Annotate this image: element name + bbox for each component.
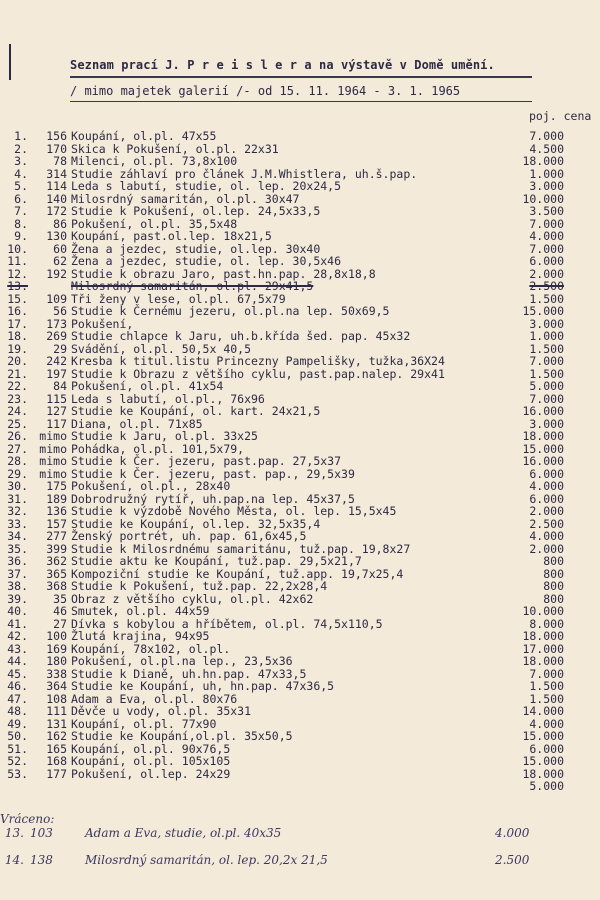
row-title: Studie chlapce k Jaru, uh.b.křída šed. pap. 45x32 <box>71 329 411 343</box>
document-title: Seznam prací J. P r e i s l e r a na výstavě v Domě umění. <box>70 58 495 72</box>
row-price: 3.000 <box>529 179 564 193</box>
table-row <box>0 230 600 243</box>
row-price: 3.500 <box>529 204 564 218</box>
row-title: Obraz z většího cyklu, ol.pl. 42x62 <box>71 591 314 606</box>
row-catalog-number: 365 <box>46 566 67 581</box>
handwritten-row-number: 13. <box>4 826 24 840</box>
row-title: Koupání, ol.pl. 90x76,5 <box>71 741 231 756</box>
row-catalog-number: 368 <box>46 579 67 593</box>
row-title: Leda s labutí, ol.pl., 76x96 <box>71 391 265 406</box>
document-subtitle: / mimo majetek galerií /- od 15. 11. 1964 - 3. 1. 1965 <box>70 84 461 98</box>
row-price: 2.000 <box>529 541 564 556</box>
row-price: 4.000 <box>529 479 564 493</box>
row-price: 800 <box>543 566 564 581</box>
row-price: 17.000 <box>522 641 564 656</box>
row-catalog-number: 197 <box>46 366 67 381</box>
table-row <box>0 705 600 718</box>
table-row <box>0 530 600 543</box>
row-title: Studie k Milosrdnému samaritánu, tuž.pap. 19,8x27 <box>71 541 411 556</box>
row-title: Studie aktu ke Koupání, tuž.pap. 29,5x21,7 <box>71 554 362 568</box>
row-price: 4.000 <box>529 229 564 243</box>
subtitle-underline <box>70 101 532 102</box>
row-price: 2.000 <box>529 504 564 518</box>
row-title: Koupání, 78x102, ol.pl. <box>71 641 231 656</box>
table-row <box>0 380 600 393</box>
row-title: Koupání, ol.pl. 105x105 <box>71 754 231 768</box>
row-price: 8.000 <box>529 616 564 631</box>
table-row <box>0 480 600 493</box>
row-price: 1.500 <box>529 291 564 306</box>
row-price: 2.000 <box>529 266 564 281</box>
row-price: 2.500 <box>529 516 564 531</box>
row-catalog-number: 168 <box>46 754 67 768</box>
row-title: Studie k výzdobě Nového Města, ol. lep. 15,5x45 <box>71 504 397 518</box>
row-number: 53. <box>7 766 28 781</box>
row-catalog-number: 46 <box>53 604 67 618</box>
row-price: 18.000 <box>522 154 564 168</box>
handwritten-row-title: Milosrdný samaritán, ol. lep. 20,2x 21,5 <box>85 853 328 867</box>
row-price: 7.000 <box>529 354 564 368</box>
row-number: 44. <box>7 654 28 668</box>
row-catalog-number: 130 <box>46 229 67 243</box>
table-row <box>0 355 600 368</box>
row-catalog-number: 136 <box>46 504 67 518</box>
row-number: 18. <box>7 329 28 343</box>
row-title: Žlutá krajina, 94x95 <box>71 629 210 643</box>
row-number: 51. <box>7 741 28 756</box>
row-price: 3.000 <box>529 416 564 431</box>
handwritten-row-number: 14. <box>4 853 24 867</box>
row-title: Studie k Čer. jezeru, past. pap., 29,5x39 <box>71 466 355 481</box>
row-catalog-number: 131 <box>46 716 67 731</box>
table-row <box>0 730 600 743</box>
row-price: 18.000 <box>522 629 564 643</box>
table-row <box>0 755 600 768</box>
row-number: 29. <box>7 466 28 481</box>
row-price: 16.000 <box>522 404 564 418</box>
row-catalog-number: 269 <box>46 329 67 343</box>
row-title: Pokušení, ol.pl. 35,5x48 <box>71 216 238 231</box>
handwritten-row-price: 4.000 <box>495 826 530 840</box>
row-number: 34. <box>7 529 28 543</box>
row-price: 1.500 <box>529 691 564 706</box>
row-price: 18.000 <box>522 429 564 443</box>
row-catalog-number: 127 <box>46 404 67 418</box>
handwritten-returned-label: Vráceno: <box>0 812 55 826</box>
row-title: Kompoziční studie ke Koupání, tuž.app. 19,7x25,4 <box>71 566 404 581</box>
row-number: 8. <box>14 216 28 231</box>
row-catalog-number: 114 <box>46 179 67 193</box>
row-catalog-number: 192 <box>46 266 67 281</box>
row-catalog-number: 156 <box>46 129 67 143</box>
row-price: 7.000 <box>529 666 564 681</box>
row-title: Milenci, ol.pl. 73,8x100 <box>71 154 238 168</box>
row-catalog-number: 314 <box>46 166 67 181</box>
row-price: 5.000 <box>529 379 564 393</box>
row-price: 5.000 <box>529 779 564 793</box>
title-underline <box>70 76 532 78</box>
row-title: Pokušení, <box>71 316 134 331</box>
table-row <box>0 405 600 418</box>
row-catalog-number: 172 <box>46 204 67 218</box>
row-title: Ženský portrét, uh. pap. 61,6x45,5 <box>71 529 307 543</box>
row-number: 43. <box>7 641 28 656</box>
row-title: Studie k Pokušení, tuž.pap. 22,2x28,4 <box>71 579 328 593</box>
table-row <box>0 555 600 568</box>
row-number: 52. <box>7 754 28 768</box>
table-row <box>0 330 600 343</box>
row-catalog-number: mimo <box>39 454 67 468</box>
row-catalog-number: 117 <box>46 416 67 431</box>
row-title: Studie k Černému jezeru, ol.pl.na lep. 50x69,5 <box>71 304 390 318</box>
row-title: Koupání, ol.pl. 77x90 <box>71 716 217 731</box>
row-title: Skica k Pokušení, ol.pl. 22x31 <box>71 141 279 156</box>
row-price: 18.000 <box>522 766 564 781</box>
row-number: 25. <box>7 416 28 431</box>
row-price: 10.000 <box>522 604 564 618</box>
table-row <box>0 630 600 643</box>
row-number: 39. <box>7 591 28 606</box>
row-title: Adam a Eva, ol.pl. 80x76 <box>71 691 238 706</box>
row-title: Studie k Pokušení, ol.lep. 24,5x33,5 <box>71 204 321 218</box>
row-title: Studie k obrazu Jaro, past.hn.pap. 28,8x18,8 <box>71 266 376 281</box>
row-title: Studie k Čer. jezeru, past.pap. 27,5x37 <box>71 454 342 468</box>
row-catalog-number: 180 <box>46 654 67 668</box>
row-price: 7.000 <box>529 241 564 256</box>
row-price: 6.000 <box>529 491 564 506</box>
row-title: Tři ženy v lese, ol.pl. 67,5x79 <box>71 291 286 306</box>
table-row <box>0 205 600 218</box>
row-number: 23. <box>7 391 28 406</box>
row-title: Milosrdný samaritán, ol.pl. 29x41,5 <box>71 279 314 293</box>
row-title: Pokušení, ol.pl.na lep., 23,5x36 <box>71 654 293 668</box>
row-price: 4.000 <box>529 716 564 731</box>
row-number: 17. <box>7 316 28 331</box>
row-price: 4.500 <box>529 141 564 156</box>
row-title: Pokušení, ol.lep. 24x29 <box>71 766 231 781</box>
row-number: 41. <box>7 616 28 631</box>
row-number: 35. <box>7 541 28 556</box>
row-catalog-number: 100 <box>46 629 67 643</box>
row-title: Kresba k titul.listu Princezny Pampelišky, tužka,36X24 <box>71 354 445 368</box>
row-number: 31. <box>7 491 28 506</box>
row-title: Studie k Jaru, ol.pl. 33x25 <box>71 429 258 443</box>
row-catalog-number: 78 <box>53 154 67 168</box>
row-catalog-number: 108 <box>46 691 67 706</box>
row-price: 18.000 <box>522 654 564 668</box>
row-number: 45. <box>7 666 28 681</box>
row-price: 6.000 <box>529 254 564 268</box>
row-catalog-number: 109 <box>46 291 67 306</box>
row-price: 15.000 <box>522 729 564 743</box>
row-catalog-number: 27 <box>53 616 67 631</box>
table-row <box>0 655 600 668</box>
row-number: 2. <box>14 141 28 156</box>
row-price: 15.000 <box>522 441 564 456</box>
row-price: 800 <box>543 579 564 593</box>
table-row <box>0 280 600 293</box>
row-catalog-number: 157 <box>46 516 67 531</box>
row-number: 47. <box>7 691 28 706</box>
row-price: 6.000 <box>529 466 564 481</box>
row-price: 16.000 <box>522 454 564 468</box>
row-catalog-number: 60 <box>53 241 67 256</box>
row-number: 30. <box>7 479 28 493</box>
row-catalog-number: 115 <box>46 391 67 406</box>
row-catalog-number: 56 <box>53 304 67 318</box>
row-number: 1. <box>14 129 28 143</box>
row-price: 800 <box>543 591 564 606</box>
row-catalog-number: 165 <box>46 741 67 756</box>
row-number: 37. <box>7 566 28 581</box>
row-price: 7.000 <box>529 216 564 231</box>
row-title: Leda s labutí, studie, ol. lep. 20x24,5 <box>71 179 342 193</box>
row-price: 1.000 <box>529 166 564 181</box>
row-title: Diana, ol.pl. 71x85 <box>71 416 203 431</box>
row-title: Studie záhlaví pro článek J.M.Whistlera, uh.š.pap. <box>71 166 418 181</box>
table-row <box>0 455 600 468</box>
row-number: 21. <box>7 366 28 381</box>
row-number: 7. <box>14 204 28 218</box>
table-row <box>0 430 600 443</box>
row-catalog-number: 362 <box>46 554 67 568</box>
row-price: 1.500 <box>529 366 564 381</box>
row-price: 7.000 <box>529 391 564 406</box>
table-row <box>0 768 600 781</box>
row-title: Koupání, ol.pl. 47x55 <box>71 129 217 143</box>
row-price: 3.000 <box>529 316 564 331</box>
row-title: Studie ke Koupání, ol.lep. 32,5x35,4 <box>71 516 321 531</box>
row-number: 33. <box>7 516 28 531</box>
row-title: Dívka s kobylou a hříbětem, ol.pl. 74,5x110,5 <box>71 616 383 631</box>
table-row <box>0 780 600 793</box>
row-price: 14.000 <box>522 704 564 718</box>
row-number: 26. <box>7 429 28 443</box>
row-title: Dobrodružný rytíř, uh.pap.na lep. 45x37,5 <box>71 491 355 506</box>
row-title: Pokušení, ol.pl., 28x40 <box>71 479 231 493</box>
price-column-header: poj. cena <box>529 109 592 123</box>
row-number: 19. <box>7 341 28 356</box>
row-price: 1.500 <box>529 679 564 693</box>
row-title: Studie ke Koupání,ol.pl. 35x50,5 <box>71 729 293 743</box>
row-catalog-number: 242 <box>46 354 67 368</box>
row-number: 6. <box>14 191 28 206</box>
table-row <box>0 130 600 143</box>
row-number: 5. <box>14 179 28 193</box>
row-number: 36. <box>7 554 28 568</box>
row-number: 9. <box>14 229 28 243</box>
row-number: 42. <box>7 629 28 643</box>
row-price: 1.000 <box>529 329 564 343</box>
row-number: 38. <box>7 579 28 593</box>
row-price: 15.000 <box>522 754 564 768</box>
row-price: 15.000 <box>522 304 564 318</box>
table-row <box>0 180 600 193</box>
row-title: Svádění, ol.pl. 50,5x 40,5 <box>71 341 252 356</box>
row-price: 4.000 <box>529 529 564 543</box>
row-catalog-number: 35 <box>53 591 67 606</box>
row-catalog-number: 173 <box>46 316 67 331</box>
row-price: 10.000 <box>522 191 564 206</box>
row-catalog-number: 338 <box>46 666 67 681</box>
row-title: Studie k Obrazu z většího cyklu, past.pap.nalep. 29x41 <box>71 366 445 381</box>
row-price: 7.000 <box>529 129 564 143</box>
row-catalog-number: 111 <box>46 704 67 718</box>
row-catalog-number: 364 <box>46 679 67 693</box>
handwritten-row-catalog: 138 <box>30 853 53 867</box>
row-number: 10. <box>7 241 28 256</box>
table-row <box>0 605 600 618</box>
row-catalog-number: 162 <box>46 729 67 743</box>
table-row <box>0 305 600 318</box>
handwritten-row-title: Adam a Eva, studie, ol.pl. 40x35 <box>85 826 282 840</box>
row-catalog-number: 84 <box>53 379 67 393</box>
row-number: 32. <box>7 504 28 518</box>
row-number: 4. <box>14 166 28 181</box>
row-number: 27. <box>7 441 28 456</box>
row-title: Studie ke Koupání, ol. kart. 24x21,5 <box>71 404 321 418</box>
table-row <box>0 155 600 168</box>
row-catalog-number: 140 <box>46 191 67 206</box>
row-catalog-number: mimo <box>39 429 67 443</box>
row-price: 2.500 <box>529 279 564 293</box>
row-title: Žena a jezdec, studie, ol. lep. 30,5x46 <box>71 254 342 268</box>
table-row <box>0 680 600 693</box>
row-number: 48. <box>7 704 28 718</box>
row-number: 12. <box>7 266 28 281</box>
row-price: 800 <box>543 554 564 568</box>
handwritten-row-catalog: 103 <box>30 826 53 840</box>
row-catalog-number: 86 <box>53 216 67 231</box>
row-title: Pokušení, ol.pl. 41x54 <box>71 379 224 393</box>
row-title: Smutek, ol.pl. 44x59 <box>71 604 210 618</box>
row-catalog-number: 170 <box>46 141 67 156</box>
table-row <box>0 580 600 593</box>
row-title: Pohádka, ol.pl. 101,5x79, <box>71 441 245 456</box>
handwritten-row-price: 2.500 <box>495 853 530 867</box>
row-price: 1.500 <box>529 341 564 356</box>
works-list <box>0 130 600 793</box>
row-catalog-number: mimo <box>39 466 67 481</box>
row-title: Děvče u vody, ol.pl. 35x31 <box>71 704 252 718</box>
row-number: 49. <box>7 716 28 731</box>
row-number: 16. <box>7 304 28 318</box>
row-number: 46. <box>7 679 28 693</box>
row-catalog-number: 175 <box>46 479 67 493</box>
row-number: 15. <box>7 291 28 306</box>
row-catalog-number: mimo <box>39 441 67 456</box>
row-title: Koupání, past.ol.lep. 18x21,5 <box>71 229 272 243</box>
row-catalog-number: 399 <box>46 541 67 556</box>
row-catalog-number: 29 <box>53 341 67 356</box>
row-number: 3. <box>14 154 28 168</box>
table-row <box>0 255 600 268</box>
row-catalog-number: 177 <box>46 766 67 781</box>
row-number: 11. <box>7 254 28 268</box>
row-number: 22. <box>7 379 28 393</box>
row-number: 24. <box>7 404 28 418</box>
row-catalog-number: 189 <box>46 491 67 506</box>
row-catalog-number: 277 <box>46 529 67 543</box>
row-price: 6.000 <box>529 741 564 756</box>
row-number: 28. <box>7 454 28 468</box>
row-number: 13. <box>7 279 28 293</box>
row-number: 50. <box>7 729 28 743</box>
row-title: Milosrdný samaritán, ol.pl. 30x47 <box>71 191 300 206</box>
row-number: 20. <box>7 354 28 368</box>
margin-bracket <box>9 44 15 80</box>
row-number: 40. <box>7 604 28 618</box>
row-catalog-number: 62 <box>53 254 67 268</box>
row-title: Studie ke Koupání, uh, hn.pap. 47x36,5 <box>71 679 335 693</box>
row-title: Žena a jezdec, studie, ol.lep. 30x40 <box>71 241 321 256</box>
row-title: Studie k Dianě, uh.hn.pap. 47x33,5 <box>71 666 307 681</box>
table-row <box>0 505 600 518</box>
row-catalog-number: 169 <box>46 641 67 656</box>
